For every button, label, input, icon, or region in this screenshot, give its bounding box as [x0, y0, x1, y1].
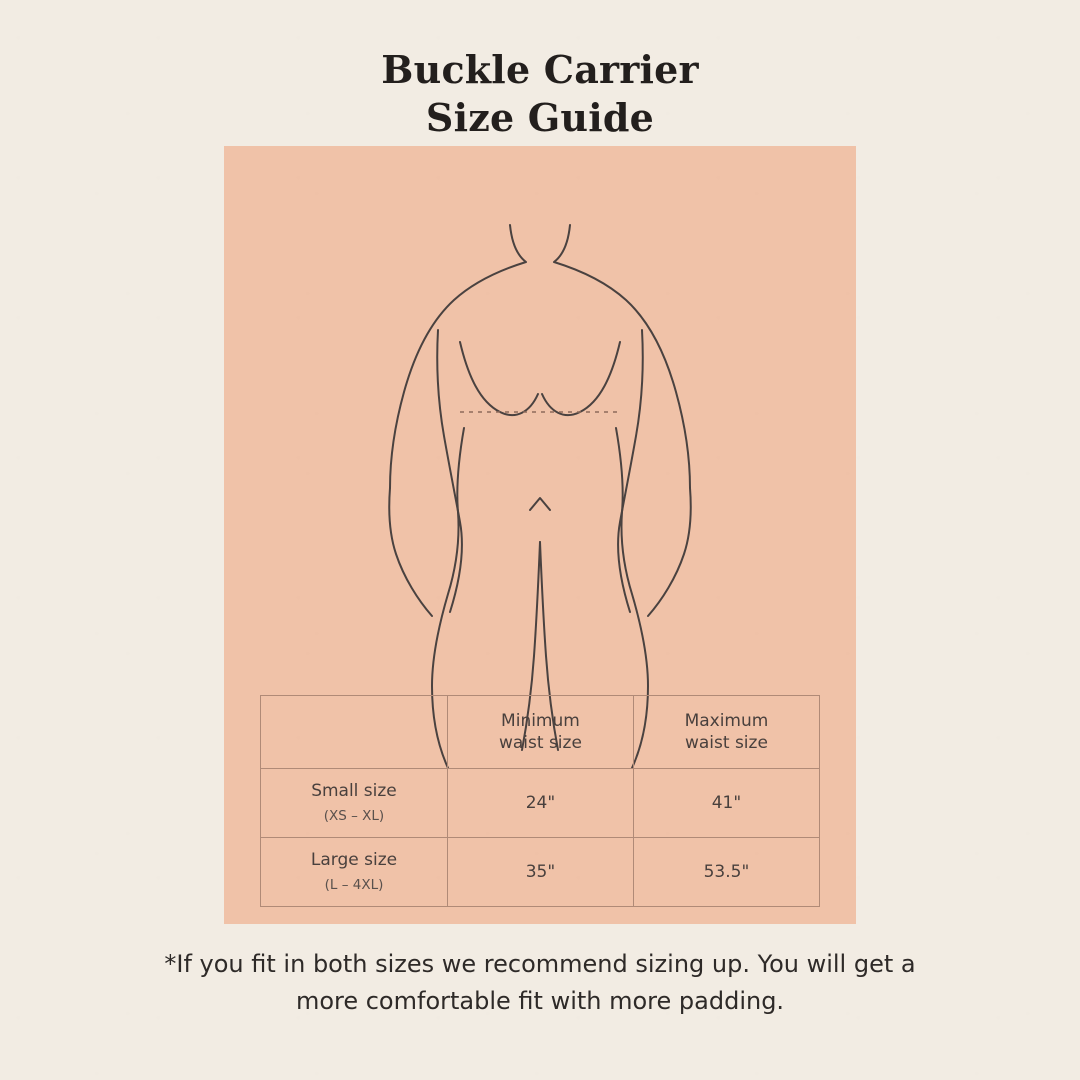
row-label-small [261, 769, 448, 838]
page-title-line-1: Buckle Carrier [381, 47, 699, 92]
row-label-small-name: Small size [311, 780, 397, 801]
size-table [260, 695, 820, 907]
header-blank [261, 696, 448, 769]
row-large-maximum: 53.5" [633, 838, 819, 907]
size-table-head [261, 696, 820, 769]
row-large-minimum: 35" [447, 838, 633, 907]
page-title-line-2: Size Guide [425, 95, 655, 140]
size-table-body [261, 769, 820, 907]
table-row [261, 838, 820, 907]
row-label-small-sub: (XS – XL) [323, 807, 385, 824]
header-maximum-line-2: waist size [684, 733, 768, 753]
page-title [0, 46, 1080, 142]
header-minimum-line-2: waist size [498, 733, 582, 753]
header-maximum-line-1: Maximum [684, 711, 769, 731]
row-label-large-name: Large size [310, 849, 398, 870]
table-header-row [261, 696, 820, 769]
header-minimum-line-1: Minimum [501, 711, 580, 731]
footnote-text: *If you fit in both sizes we recommend sizing up. You will get a more comfortable fit with more padding. [164, 950, 916, 1015]
header-minimum-waist [447, 696, 633, 769]
row-label-large-sub: (L – 4XL) [324, 876, 384, 893]
row-small-maximum: 41" [633, 769, 819, 838]
size-guide-panel [224, 146, 856, 924]
row-label-large [261, 838, 448, 907]
row-small-minimum: 24" [447, 769, 633, 838]
table-row [261, 769, 820, 838]
header-maximum-waist [633, 696, 819, 769]
